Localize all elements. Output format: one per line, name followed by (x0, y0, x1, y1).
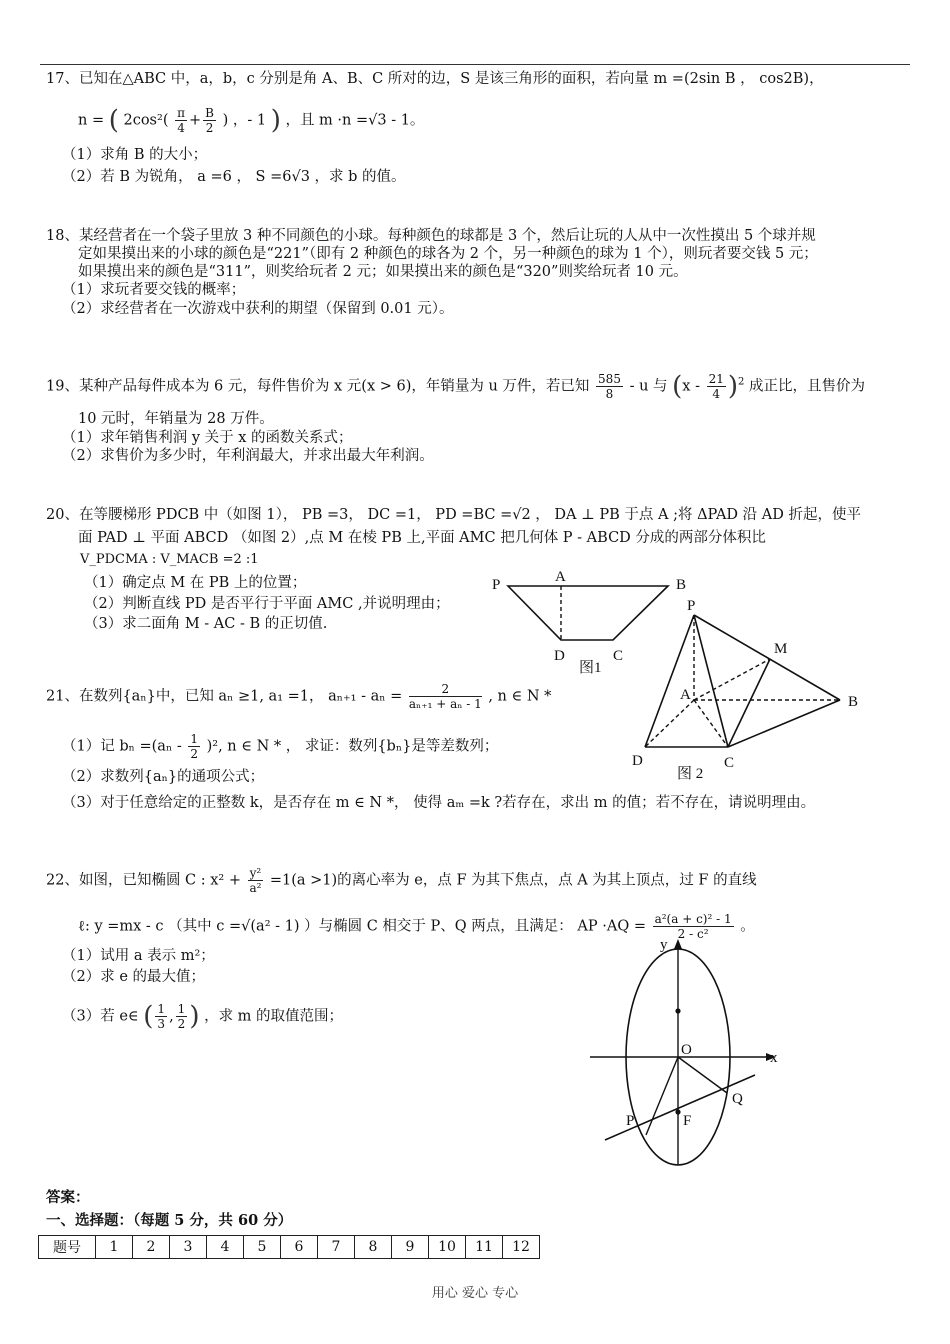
y-axis-arrow (674, 939, 682, 949)
q19-left-paren: ( (672, 371, 683, 402)
fig-label-p: P (626, 1113, 635, 1129)
q22-text-b: =1(a >1)的离心率为 e，点 F 为其下焦点，点 A 为其上顶点，过 F 的直线 (269, 872, 757, 889)
q22-part1: （1）试用 a 表示 m²； (62, 948, 215, 964)
q20-part3: （3）求二面角 M - AC - B 的正切值. (84, 616, 328, 632)
q20-part1: （1）确定点 M 在 PB 上的位置； (84, 575, 307, 591)
answers-title: 答案： (46, 1189, 90, 1206)
fig2-label-p: P (687, 598, 696, 614)
q19-frac-585-8: $\frac{585}{8}$ (598, 372, 621, 401)
table-cell: 9 (392, 1236, 429, 1259)
q22-frac-1-2: $\frac{1}{2}$ (177, 1002, 186, 1031)
q21-part3: （3）对于任意给定的正整数 k，是否存在 m ∈ N *， 使得 aₘ =k ?若存在，求出 m 的值；若不存在，请说明理由。 (62, 795, 816, 811)
q19-text-d: 成正比，且售价为 (749, 378, 866, 395)
q22-line1 (46, 866, 757, 895)
q19-text-c: x - (682, 378, 700, 395)
q21-line1 (46, 682, 551, 711)
q21-p1-text-a: （1）记 bₙ =(aₙ - (62, 738, 182, 755)
table-cell: 7 (318, 1236, 355, 1259)
fig-label-o: O (681, 1042, 692, 1058)
table-cell: 10 (429, 1236, 466, 1259)
table-cell: 2 (133, 1236, 170, 1259)
fig1-label-b: B (676, 577, 687, 593)
q22-frac-y2-a2: $\frac{\text{y²}}{\text{a²}}$ (249, 866, 262, 895)
q17-left-paren: ( (108, 105, 119, 136)
q19-exponent: 2 (738, 376, 745, 388)
table-cell: 4 (207, 1236, 244, 1259)
q20-figures (480, 560, 880, 790)
fig-label-x: x (770, 1050, 778, 1066)
q22-text-d: 。 (740, 918, 755, 935)
fig2-label-c: C (724, 755, 735, 771)
table-cell: 5 (244, 1236, 281, 1259)
q21-part2: （2）求数列{aₙ}的通项公式； (62, 769, 265, 785)
table-cell: 1 (96, 1236, 133, 1259)
q17-cos-term: 2cos²( (123, 112, 169, 129)
fig-label-f: F (683, 1113, 692, 1129)
q18-part2: （2）求经营者在一次游戏中获利的期望（保留到 0.01 元）。 (62, 301, 454, 317)
q17-part2: （2）若 B 为锐角， a =6 ， S =6√3 ，求 b 的值。 (62, 169, 406, 185)
q18-part1: （1）求玩者要交钱的概率； (62, 282, 246, 298)
q18-line1: 18、某经营者在一个袋子里放 3 种不同颜色的小球。每种颜色的球都是 3 个，然后让玩的人从中一次性摸出 5 个球并规 (46, 228, 816, 244)
q22-p3-text-a: （3）若 e∈ (62, 1008, 139, 1025)
table-cell: 11 (466, 1236, 503, 1259)
q17-frac-b-2: $\frac{B}{2}$ (205, 106, 214, 135)
fig-label-y: y (660, 937, 668, 953)
fig2-caption: 图 2 (677, 766, 704, 782)
q17-tail: ) ，- 1 (222, 112, 267, 129)
table-cell: 6 (281, 1236, 318, 1259)
table-cell: 3 (170, 1236, 207, 1259)
q19-text-a: 19、某种产品每件成本为 6 元，每件售价为 x 元(x > 6)，年销量为 u 万件，若已知 (46, 378, 590, 395)
answers-section: 一、选择题：（每题 5 分，共 60 分） (46, 1212, 293, 1229)
q17-line1: 17、已知在△ABC 中，a，b，c 分别是角 A、B、C 所对的边，S 是该三角形的面积，若向量 m =(2sin B ， cos2B)， (46, 71, 824, 87)
q19-text-b: - u 与 (629, 378, 668, 395)
q22-text-c: ℓ: y =mx - c （其中 c =√(a² - 1) ）与椭圆 C 相交于 P、Q 两点，且满足： AP ·AQ = (78, 918, 646, 935)
q21-p1-text-b: )², n ∈ N * ， 求证：数列{bₙ}是等差数列； (206, 738, 499, 755)
q22-part2: （2）求 e 的最大值； (62, 969, 206, 985)
q19-part2: （2）求售价为多少时，年利润最大，并求出最大年利润。 (62, 448, 434, 464)
figure-1-trapezoid (492, 569, 686, 676)
q21-text-a: 21、在数列{aₙ}中，已知 aₙ ≥1, a₁ =1， aₙ₊₁ - aₙ = (46, 688, 403, 705)
answer-table (38, 1235, 540, 1259)
q19-line1 (46, 372, 865, 401)
fig2-label-b: B (848, 694, 859, 710)
q19-frac-21-4: $\frac{21}{4}$ (708, 372, 724, 401)
q19-part1: （1）求年销售利润 y 关于 x 的函数关系式； (62, 430, 353, 446)
fig2-label-a: A (680, 687, 691, 703)
table-cell: 8 (355, 1236, 392, 1259)
fig-label-q: Q (732, 1091, 743, 1107)
q17-right-paren: ) (270, 105, 281, 136)
q21-part1 (62, 732, 498, 761)
q18-line3: 如果摸出来的颜色是“311”，则奖给玩者 2 元；如果摸出来的颜色是“320”则奖给玩者 10 元。 (78, 264, 688, 280)
segment-oq (678, 1057, 727, 1093)
q22-left-paren: ( (143, 1001, 154, 1032)
q17-line2: n = ( 2cos²( $\frac{\pi}{4}$ + $\frac{B}{2}$ ) ，- 1 ) ，且 m ·n =√3 - 1。 (78, 105, 425, 136)
q22-right-paren: ) (189, 1001, 200, 1032)
q20-line3: V_PDCMA : V_MACB =2 :1 (80, 552, 259, 567)
upper-focus-point (675, 1008, 680, 1013)
page-footer: 用心 爱心 专心 (431, 1286, 519, 1301)
q22-ellipse-figure (580, 935, 800, 1170)
q22-frac-1-3: $\frac{1}{3}$ (157, 1002, 166, 1031)
q22-p3-text-b: ，求 m 的取值范围； (204, 1008, 344, 1025)
segment-op (646, 1057, 678, 1135)
table-cell: 题号 (39, 1236, 96, 1259)
answer-table-header-row (39, 1236, 540, 1259)
q21-recurrence-frac: $\frac{2}{\text{aₙ₊₁ + aₙ - 1}}$ (408, 682, 482, 711)
q17-condition: ，且 m ·n =√3 - 1。 (285, 112, 425, 129)
focus-f-point (675, 1109, 680, 1114)
fig1-label-d: D (554, 648, 565, 664)
figure-2-pyramid (632, 598, 858, 782)
fig1-label-a: A (555, 569, 566, 585)
q17-frac-pi-4: $\frac{\pi}{4}$ (177, 106, 185, 135)
top-rule (40, 64, 910, 65)
q22-text-a: 22、如图，已知椭圆 C : x² + (46, 872, 242, 889)
q18-line2: 定如果摸出来的小球的颜色是“221”（即有 2 种颜色的球各为 2 个，另一种颜色的球为 1 个），则玩者要交钱 5 元； (78, 246, 818, 262)
q22-dot-product-frac: $\frac{\text{a²(a + c)² - 1}}{\text{2 - c²}}$ (654, 912, 732, 941)
fig1-label-p: P (492, 577, 501, 593)
q21-text-b: , n ∈ N * (488, 688, 552, 705)
q19-right-paren: ) (727, 371, 739, 402)
q20-line2: 面 PAD ⊥ 平面 ABCD （如图 2）,点 M 在棱 PB 上,平面 AMC 把几何体 P - ABCD 分成的两部分体积比 (78, 530, 766, 546)
fig1-caption: 图1 (579, 660, 602, 676)
table-cell: 12 (503, 1236, 540, 1259)
q22-part3: （3）若 e∈ ( $\frac{1}{3}$ , $\frac{1}{2}$ ) ，求 m 的取值范围； (62, 1001, 344, 1032)
q21-frac-1-2: $\frac{1}{2}$ (190, 732, 198, 761)
q17-part1: （1）求角 B 的大小； (62, 147, 208, 163)
q19-line2: 10 元时，年销量为 28 万件。 (78, 411, 274, 427)
fig2-label-d: D (632, 753, 643, 769)
fig2-label-m: M (774, 641, 788, 657)
q17-vector-n: n = (78, 112, 105, 129)
q20-part2: （2）判断直线 PD 是否平行于平面 AMC ,并说明理由； (84, 596, 450, 612)
q20-line1: 20、在等腰梯形 PDCB 中（如图 1）， PB =3， DC =1， PD =BC =√2 ， DA ⊥ PB 于点 A ;将 ΔPAD 沿 AD 折起，使平 (46, 507, 861, 523)
fig1-label-c: C (613, 648, 624, 664)
